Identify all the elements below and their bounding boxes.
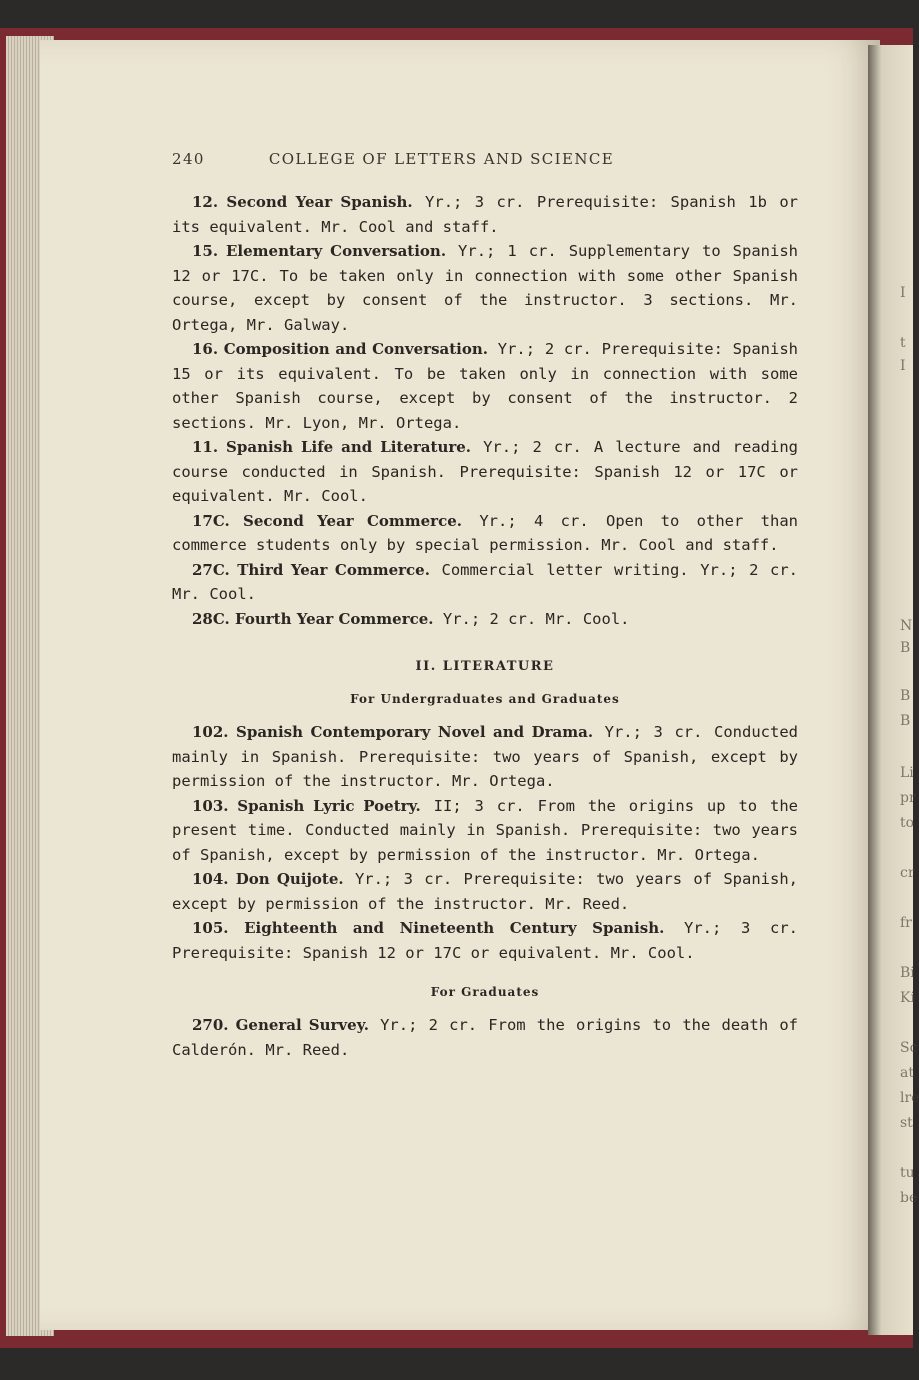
facing-page-fragment: cr <box>900 865 915 881</box>
course-entry <box>172 916 798 965</box>
course-list-literature <box>172 720 798 965</box>
course-entry <box>172 190 798 239</box>
course-number-title: 102. Spanish Contemporary Novel and Drama. <box>192 723 594 741</box>
facing-page-fragment: tu <box>900 1165 915 1181</box>
facing-page-fragment: I <box>900 285 906 301</box>
facing-page-fragment: fr <box>900 915 912 931</box>
course-entry <box>172 337 798 435</box>
facing-page-fragment: at <box>900 1065 914 1081</box>
course-entry <box>172 794 798 868</box>
facing-page-fragment: be <box>900 1190 918 1206</box>
running-header <box>172 150 798 168</box>
course-number-title: 104. Don Quijote. <box>192 870 344 888</box>
facing-page-fragment: Li <box>900 765 914 781</box>
facing-page-fragment: st <box>900 1115 913 1131</box>
course-number-title: 12. Second Year Spanish. <box>192 193 413 211</box>
course-entry <box>172 558 798 607</box>
facing-page-fragment: Ki <box>900 990 915 1006</box>
course-description: Yr.; 2 cr. Mr. Cool. <box>433 609 630 628</box>
course-entry <box>172 607 798 632</box>
course-description: Yr.; 2 cr. From the origins to the death of Calderón. Mr. Reed. <box>172 1016 798 1059</box>
course-list-graduate <box>172 1013 798 1062</box>
facing-page-fragment: Bi <box>900 965 915 981</box>
facing-page-fragment: pr <box>900 790 916 806</box>
course-description: Yr.; 3 cr. Conducted mainly in Spanish. Prerequisite: two years of Spanish, except by permission of the instructor. Mr. Ortega. <box>172 723 799 790</box>
course-number-title: 17C. Second Year Commerce. <box>192 511 462 530</box>
course-description: Yr.; 4 cr. Open to other than commerce students only by special permission. Mr. Cool and staff. <box>172 511 798 554</box>
course-entry <box>172 509 798 558</box>
subtitle-grad: For Graduates <box>430 985 540 999</box>
subtitle-undergrad: For Undergraduates and Graduates <box>350 692 620 706</box>
course-number-title: 105. Eighteenth and Nineteenth Century Spanish. <box>192 919 665 937</box>
course-entry <box>172 867 798 916</box>
course-number-title: 27C. Third Year Commerce. <box>192 560 430 579</box>
facing-page-fragment: B <box>900 713 911 729</box>
course-list-language <box>172 190 798 631</box>
facing-page-fragment: to <box>900 815 915 831</box>
course-description: Yr.; 3 cr. Prerequisite: two years of Spanish, except by permission of the instructor. Mr. Reed. <box>172 870 798 913</box>
facing-page-fragment: lre <box>900 1090 919 1106</box>
course-number-title: 28C. Fourth Year Commerce. <box>192 609 434 628</box>
course-description: Yr.; 1 cr. Supplementary to Spanish 12 or 17C. To be taken only in connection with some other Spanish course, except by consent of the instructor. 3 sections. Mr. Ortega, Mr. Galway. <box>172 242 798 334</box>
section-title: II. LITERATURE <box>415 659 555 674</box>
course-number-title: 11. Spanish Life and Literature. <box>192 438 472 456</box>
course-number-title: 270. General Survey. <box>192 1016 369 1034</box>
facing-page-fragment: Sc <box>900 1040 918 1056</box>
course-description: II; 3 cr. From the origins up to the present time. Conducted mainly in Spanish. Prerequisite: two years of Spanish, except by permission of the instructor. Mr. Ortega. <box>172 796 798 864</box>
course-description: Commercial letter writing. Yr.; 2 cr. Mr. Cool. <box>172 560 799 603</box>
course-description: Yr.; 3 cr. Prerequisite: Spanish 1b or its equivalent. Mr. Cool and staff. <box>172 193 798 236</box>
course-entry <box>172 720 798 794</box>
course-number-title: 16. Composition and Conversation. <box>192 340 489 358</box>
course-number-title: 15. Elementary Conversation. <box>192 242 447 260</box>
page-number: 240 <box>172 150 205 168</box>
facing-page-fragment: N <box>900 618 913 634</box>
course-description: Yr.; 2 cr. A lecture and reading course conducted in Spanish. Prerequisite: Spanish 12 or 17C or equivalent. Mr. Cool. <box>172 438 798 505</box>
facing-page-fragment: t <box>900 335 906 351</box>
course-entry <box>172 435 798 509</box>
course-entry <box>172 1013 798 1062</box>
facing-page-fragment: I <box>900 358 906 374</box>
course-entry <box>172 239 798 337</box>
facing-page-fragment: B <box>900 640 911 656</box>
page-content <box>172 150 798 1062</box>
running-title: COLLEGE OF LETTERS AND SCIENCE <box>268 150 615 168</box>
course-description: Yr.; 2 cr. Prerequisite: Spanish 15 or its equivalent. To be taken only in connection with some other Spanish course, except by consent of the instructor. 2 sections. Mr. Lyon, Mr. Ortega. <box>172 340 798 432</box>
course-number-title: 103. Spanish Lyric Poetry. <box>192 796 421 815</box>
course-description: Yr.; 3 cr. Prerequisite: Spanish 12 or 17C or equivalent. Mr. Cool. <box>172 919 798 962</box>
facing-page-fragment: B <box>900 688 911 704</box>
